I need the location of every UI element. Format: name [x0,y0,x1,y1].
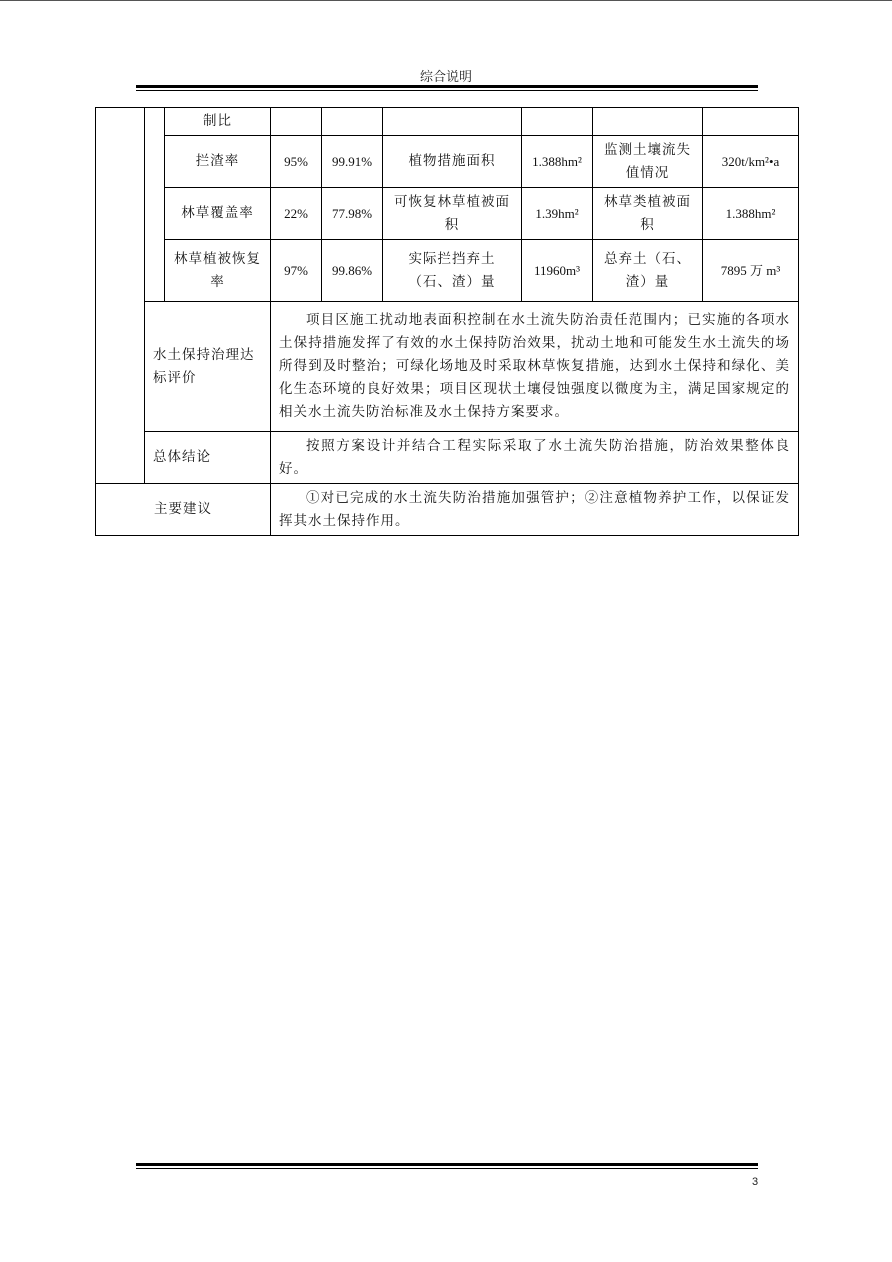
table-row [96,240,799,302]
item2-label [593,108,703,136]
indicator-label: 制比 [165,108,271,136]
item2-label: 林草类植被面积 [593,188,703,240]
actual-value: 99.91% [322,136,383,188]
page-header-title: 综合说明 [419,70,472,85]
conclusion-text: 按照方案设计并结合工程实际采取了水土流失防治措施，防治效果整体良好。 [271,432,799,484]
item1-label: 植物措施面积 [383,136,522,188]
item1-value: 11960m³ [522,240,593,302]
item2-value: 1.388hm² [703,188,799,240]
target-value: 22% [271,188,322,240]
footer-rule-thick [136,1163,758,1166]
table-row [96,108,799,136]
item1-value: 1.39hm² [522,188,593,240]
table-row [96,136,799,188]
actual-value: 99.86% [322,240,383,302]
target-value: 95% [271,136,322,188]
suggestion-text: ①对已完成的水土流失防治措施加强管护；②注意植物养护工作，以保证发挥其水土保持作用。 [271,484,799,536]
target-value [271,108,322,136]
suggestion-label: 主要建议 [96,484,271,536]
evaluation-label: 水土保持治理达标评价 [145,302,271,432]
table-row [96,432,799,484]
actual-value: 77.98% [322,188,383,240]
table-row [96,484,799,536]
table-row [96,302,799,432]
conclusion-label: 总体结论 [145,432,271,484]
item2-value [703,108,799,136]
header-rule-thick [136,85,758,88]
item2-label: 总弃土（石、渣）量 [593,240,703,302]
header-rule-thin [136,90,758,91]
item2-value: 320t/km²•a [703,136,799,188]
top-border-line [0,0,892,1]
item2-value: 7895 万 m³ [703,240,799,302]
inner-blank-cell [145,108,165,302]
item2-label: 监测土壤流失值情况 [593,136,703,188]
actual-value [322,108,383,136]
item1-value [522,108,593,136]
item1-value: 1.388hm² [522,136,593,188]
indicator-label: 林草覆盖率 [165,188,271,240]
page-number: 3 [752,1176,759,1188]
target-value: 97% [271,240,322,302]
item1-label: 实际拦挡弃土（石、渣）量 [383,240,522,302]
indicator-label: 林草植被恢复率 [165,240,271,302]
summary-table [95,107,799,536]
footer-rule-thin [136,1168,758,1169]
outer-blank-cell [96,108,145,484]
item1-label: 可恢复林草植被面积 [383,188,522,240]
item1-label [383,108,522,136]
indicator-label: 拦渣率 [165,136,271,188]
evaluation-text: 项目区施工扰动地表面积控制在水土流失防治责任范围内；已实施的各项水土保持措施发挥了有效的水土保持防治效果，扰动土地和可能发生水土流失的场所得到及时整治；可绿化场地及时采取林草恢复措施，达到水土保持和绿化、美化生态环境的良好效果；项目区现状土壤侵蚀强度以微度为主，满足国家规定的相关水土流失防治标准及水土保持方案要求。 [271,302,799,432]
table-row [96,188,799,240]
